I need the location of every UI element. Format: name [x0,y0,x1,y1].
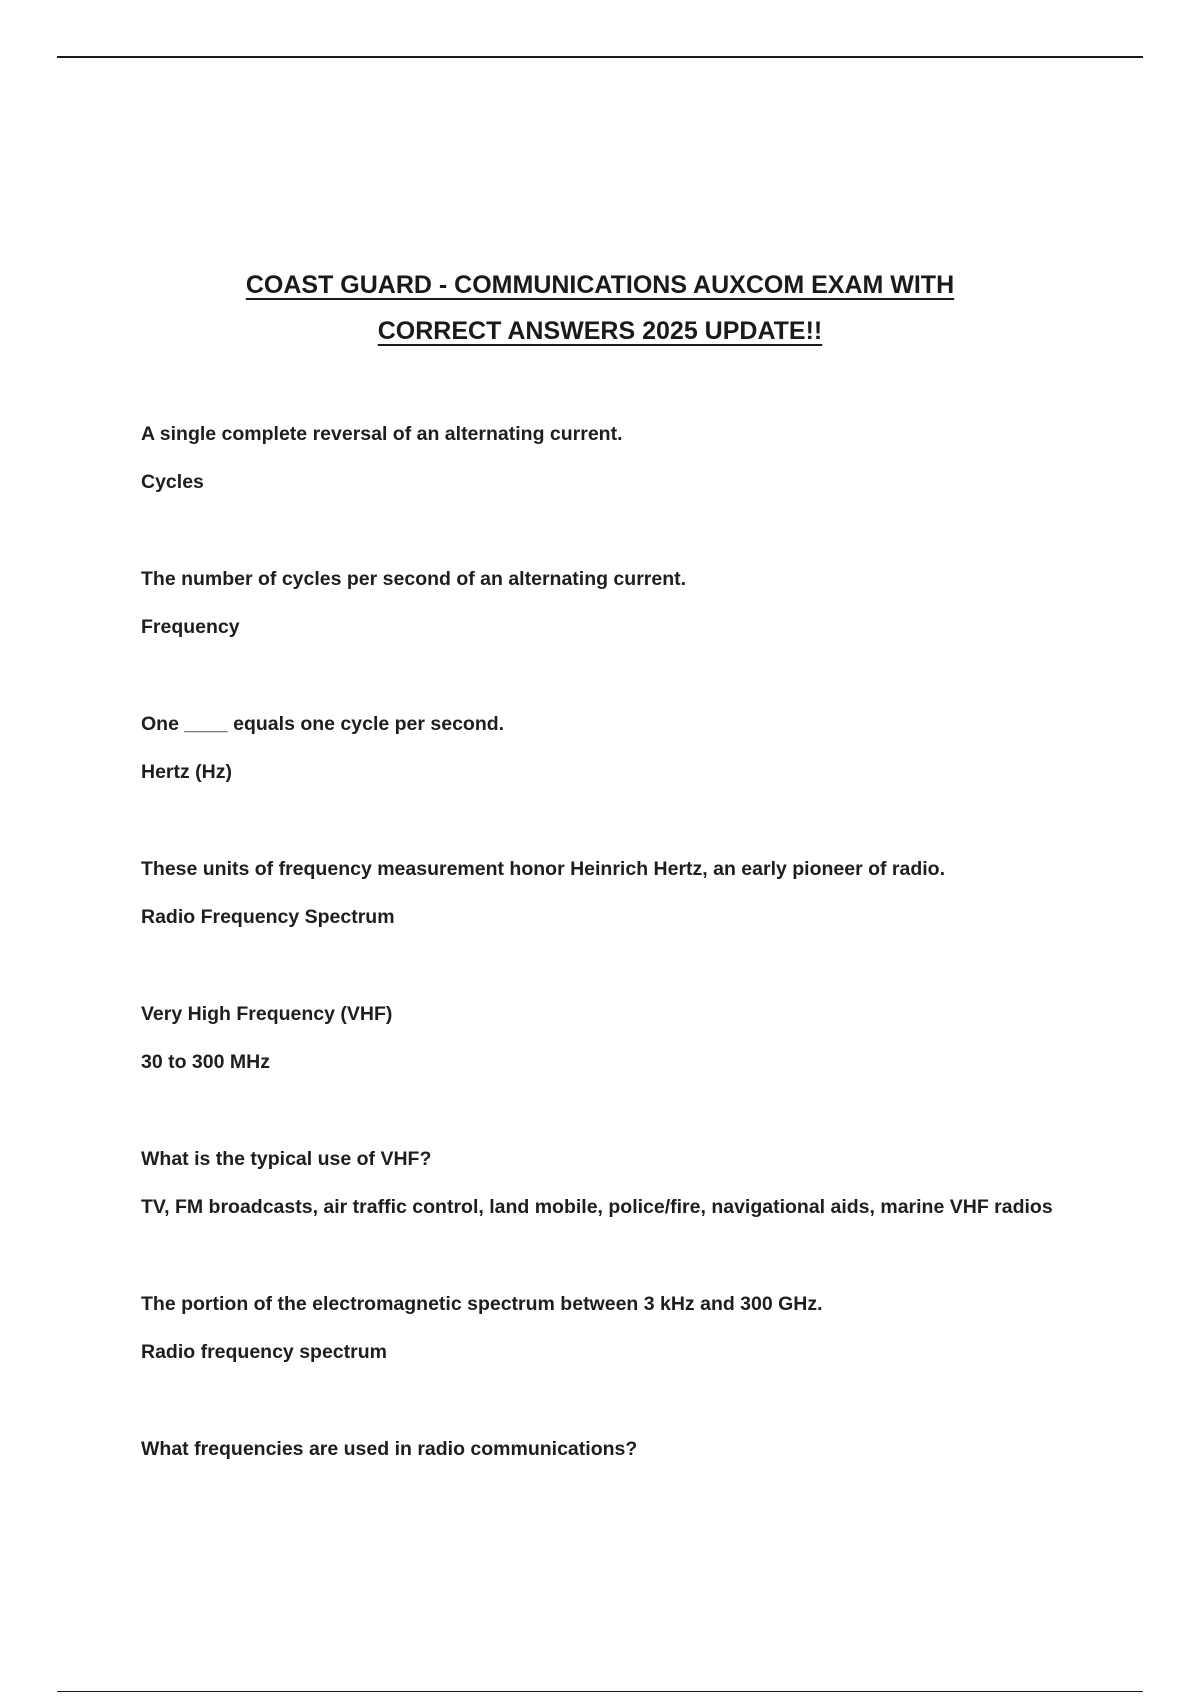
qa-item [141,420,1061,496]
qa-item [141,1435,1061,1463]
qa-item [141,710,1061,786]
question-text: What is the typical use of VHF? [141,1148,432,1170]
question-text: The portion of the electromagnetic spectrum between 3 kHz and 300 GHz. [141,1293,823,1315]
answer-text: Radio Frequency Spectrum [141,906,395,928]
top-rule [57,56,1143,58]
question-text: One ____ equals one cycle per second. [141,713,505,735]
question-text: Very High Frequency (VHF) [141,1003,393,1025]
title-line-1: COAST GUARD - COMMUNICATIONS AUXCOM EXAM WITH [245,271,955,299]
qa-item [141,855,1061,931]
qa-item [141,1000,1061,1076]
document-title [0,262,1200,354]
question-text: A single complete reversal of an alternating current. [141,423,623,445]
qa-item [141,1290,1061,1366]
question-text: These units of frequency measurement honor Heinrich Hertz, an early pioneer of radio. [141,858,946,880]
answer-text: 30 to 300 MHz [141,1051,270,1073]
qa-item [141,1145,1061,1221]
answer-text: Cycles [141,471,204,493]
answer-text: Frequency [141,616,240,638]
question-text: What frequencies are used in radio communications? [141,1438,638,1460]
bottom-rule [57,1691,1143,1692]
answer-text: TV, FM broadcasts, air traffic control, land mobile, police/fire, navigational aids, marine VHF radios [141,1196,1053,1218]
question-text: The number of cycles per second of an alternating current. [141,568,687,590]
answer-text: Hertz (Hz) [141,761,232,783]
qa-item [141,565,1061,641]
qa-list [141,420,1061,1463]
title-line-2: CORRECT ANSWERS 2025 UPDATE!! [377,317,823,345]
answer-text: Radio frequency spectrum [141,1341,387,1363]
